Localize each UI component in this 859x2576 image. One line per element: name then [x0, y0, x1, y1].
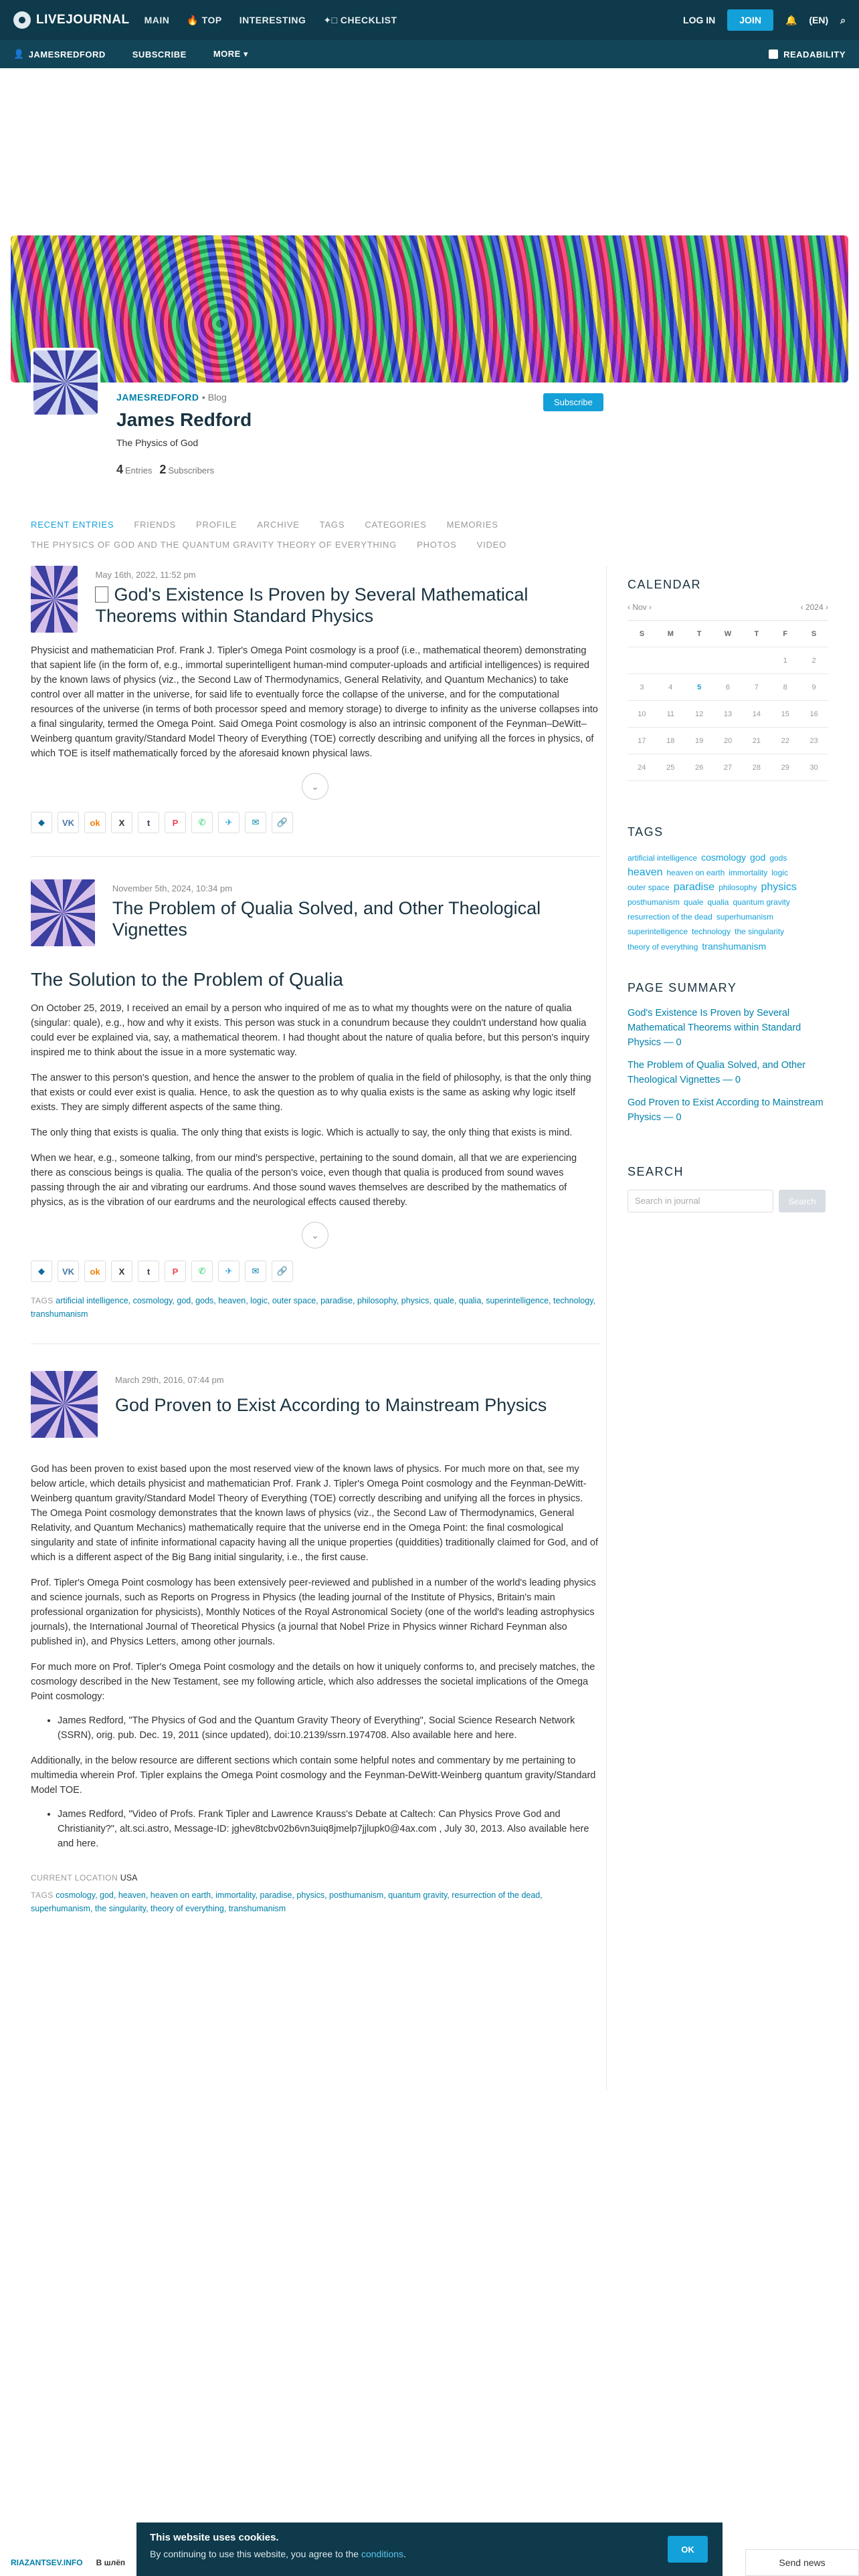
subscribe-link[interactable]: SUBSCRIBE — [132, 49, 187, 60]
calendar-day: 28 — [742, 754, 771, 781]
tag-cloud-link[interactable]: theory of everything — [628, 942, 698, 952]
calendar-day-header: T — [742, 621, 771, 647]
calendar-day: 9 — [799, 674, 828, 701]
cookie-banner — [136, 2523, 723, 2576]
journal-username: JAMESREDFORD — [28, 49, 106, 60]
entry-paragraph: God has been proven to exist based upon the most reserved view of the known laws of physics. For much more on that, see my below article, which details physicist and mathematician Prof. Frank J. Tipler's Omega Point cosmology and the Feynman-DeWitt-Weinberg quantum gravity/Standard Model Theory of Everything (TOE) correctly describing and unifying all the forces in physics. The Omega Point cosmology demonstrates that the known laws of physics (viz., the Second Law of Thermodynamics, General Relativity, and Quantum Mechanics) mathematically require that the universe end in the Omega Point: the final cosmological singularity and state of infinite informational capacity having all the unique properties (quiddities) traditionally claimed for God, and of which is a different aspect of the Big Bang initial singularity, i.e., the first cause. — [31, 1464, 598, 1563]
calendar-day[interactable]: 5 — [685, 674, 714, 701]
column-divider — [606, 566, 607, 2090]
tag-cloud-link[interactable]: the singularity — [735, 927, 785, 936]
calendar-day: 29 — [771, 754, 799, 781]
bottom-text[interactable]: В шлёп — [96, 2558, 126, 2567]
tab-friends[interactable]: FRIENDS — [134, 520, 177, 530]
chevron-down-icon: ⌄ — [311, 780, 319, 792]
share-buttons — [31, 1261, 599, 1282]
tab-memories[interactable]: MEMORIES — [446, 520, 498, 530]
calendar-day — [714, 647, 743, 674]
tag-cloud-link[interactable]: quantum gravity — [733, 897, 790, 907]
tag-cloud-link[interactable]: cosmology — [701, 852, 746, 863]
entry — [31, 1371, 599, 1915]
tag-cloud-link[interactable]: resurrection of the dead — [628, 912, 712, 922]
calendar-day: 22 — [771, 728, 799, 754]
share-pocket-icon[interactable]: P — [165, 812, 186, 833]
tag-cloud-link[interactable]: transhumanism — [702, 941, 767, 952]
calendar-day-header: T — [685, 621, 714, 647]
calendar-grid — [628, 620, 828, 781]
share-livejournal-icon[interactable]: ◆ — [31, 812, 52, 833]
calendar-day: 3 — [628, 674, 656, 701]
journal-user[interactable] — [13, 49, 106, 60]
reference-list — [58, 1713, 599, 1743]
livejournal-logo[interactable] — [13, 11, 130, 29]
journal-search — [628, 1190, 828, 1212]
login-link[interactable]: LOG IN — [683, 15, 716, 25]
cookie-ok-button[interactable]: OK — [668, 2536, 708, 2563]
summary-link[interactable]: The Problem of Qualia Solved, and Other Theological Vignettes — 0 — [628, 1060, 805, 1085]
tag-cloud-link[interactable]: philosophy — [719, 883, 757, 892]
calendar-day: 23 — [799, 728, 828, 754]
tag-cloud-link[interactable]: physics — [761, 881, 797, 893]
entry-title[interactable] — [95, 584, 599, 627]
tags-title: TAGS — [628, 825, 664, 839]
location-value: USA — [120, 1873, 138, 1883]
calendar-day: 2 — [799, 647, 828, 674]
journal-subtitle: The Physics of God — [116, 437, 199, 448]
cookie-text-before: By continuing to use this website, you agree to the — [150, 2549, 361, 2559]
expand-entry-button[interactable] — [302, 1222, 328, 1249]
calendar-day: 19 — [685, 728, 714, 754]
tags-label: TAGS — [31, 1891, 54, 1900]
share-tumblr-icon[interactable]: t — [138, 1261, 159, 1282]
tag-cloud-link[interactable]: quale — [684, 897, 704, 907]
page-summary-list — [628, 1006, 828, 1125]
entry-tags — [31, 1889, 599, 1915]
share-telegram-icon[interactable]: ✈ — [218, 812, 240, 833]
notifications-bell-icon[interactable]: 🔔 — [785, 14, 797, 25]
tag-cloud-link[interactable]: gods — [769, 853, 787, 863]
cookie-title: This website uses cookies. — [150, 2532, 279, 2543]
tag-cloud-link[interactable]: immortality — [729, 868, 768, 877]
calendar-day — [742, 647, 771, 674]
calendar-prev-month[interactable]: ‹ Nov › — [628, 603, 652, 612]
calendar-day: 13 — [714, 701, 743, 728]
share-vk-icon[interactable]: VK — [58, 812, 79, 833]
reference-item[interactable]: • James Redford, "The Physics of God and the Quantum Gravity Theory of Everything", Social Science Research Network (SSRN), orig. pub. Dec. 19, 2011 (since updated), doi:10.2139/ssrn.1974708. Also available here and here. — [58, 1713, 599, 1743]
tag-cloud-link[interactable]: superhumanism — [716, 912, 774, 922]
entries-column — [31, 566, 599, 1915]
language-selector[interactable]: (EN) — [809, 15, 829, 25]
entry-tag-links[interactable]: cosmology, god, heaven, heaven on earth, immortality, paradise, physics, posthumanism, quantum gravity, resurrection of the dead, superhumanism, the singularity, theory of everything, transhumanism — [31, 1891, 543, 1913]
share-telegram-icon[interactable]: ✈ — [218, 1261, 240, 1282]
search-input[interactable]: Search in journal — [628, 1190, 773, 1212]
calendar-day — [628, 647, 656, 674]
calendar-day: 7 — [742, 674, 771, 701]
calendar-day: 17 — [628, 728, 656, 754]
share-link-icon[interactable]: 🔗 — [272, 812, 293, 833]
calendar-day-header: S — [628, 621, 656, 647]
entry-paragraph: Prof. Tipler's Omega Point cosmology has been extensively peer-reviewed and published in a number of the world's leading physics and science journals, such as Reports on Progress in Physics (the leading journal of the Institute of Physics, Britain's main professional organization for physicists), Monthly Notices of the Royal Astronomical Society (one of the world's leading astrophysics journals), the International Journal of Theoretical Physics (a journal that Nobel Prize in Physics winner Richard Feynman also published in), and Physics Letters, among other journals. — [31, 1578, 596, 1647]
calendar-day: 18 — [656, 728, 685, 754]
share-ok-icon[interactable]: ok — [84, 812, 106, 833]
journal-banner-image — [11, 235, 848, 383]
summary-link[interactable]: God's Existence Is Proven by Several Mathematical Theorems within Standard Physics — 0 — [628, 1008, 801, 1048]
bottom-link[interactable]: RIAZANTSEV.INFO — [11, 2558, 83, 2567]
readability-checkbox[interactable] — [769, 49, 778, 59]
calendar-day: 26 — [685, 754, 714, 781]
tag-cloud-link[interactable]: outer space — [628, 883, 670, 892]
calendar-day: 12 — [685, 701, 714, 728]
join-button[interactable]: JOIN — [727, 9, 773, 31]
calendar-year: 2024 — [805, 603, 824, 612]
reference-item[interactable]: • James Redford, "Video of Profs. Frank Tipler and Lawrence Krauss's Debate at Caltech: Can Physics Prove God and Christianity?", alt.sci.astro, Message-ID: jghev8tcbv02b6vn3uiq8jmelp7jjlupk0@4ax.com , July 30, 2013. Also available here and here. — [58, 1807, 599, 1851]
profile-username[interactable]: JAMESREDFORD — [116, 392, 199, 403]
share-email-icon[interactable]: ✉ — [245, 1261, 266, 1282]
calendar-day: 1 — [771, 647, 799, 674]
top-navigation-bar — [0, 0, 859, 40]
tag-cloud-link[interactable]: artificial intelligence — [628, 853, 698, 863]
entry-date[interactable]: March 29th, 2016, 07:44 pm — [115, 1375, 224, 1385]
reference-list — [58, 1807, 599, 1851]
calendar-nav — [628, 603, 828, 612]
search-title: SEARCH — [628, 1165, 684, 1178]
blog-label: • Blog — [201, 392, 227, 403]
calendar-year-nav[interactable]: ‹ 2024 › — [800, 603, 828, 612]
tag-cloud-link[interactable]: posthumanism — [628, 897, 680, 907]
entry-avatar[interactable] — [31, 1371, 98, 1438]
entry-tags — [31, 1294, 599, 1321]
cookie-text — [150, 2549, 709, 2559]
tag-cloud-link[interactable]: god — [749, 852, 766, 863]
tag-cloud-link[interactable]: paradise — [673, 881, 715, 893]
calendar-day: 10 — [628, 701, 656, 728]
calendar-day: 11 — [656, 701, 685, 728]
tag-cloud-link[interactable]: logic — [771, 868, 788, 877]
share-whatsapp-icon[interactable]: ✆ — [191, 1261, 213, 1282]
share-ok-icon[interactable]: ok — [84, 1261, 106, 1282]
entry-tag-links[interactable]: artificial intelligence, cosmology, god, gods, heaven, logic, outer space, paradise, philosophy, physics, quale, qualia, superintelligence, technology, transhumanism — [31, 1296, 595, 1319]
profile-header — [116, 392, 252, 477]
pinned-icon — [95, 586, 108, 603]
share-buttons — [31, 812, 599, 833]
expand-entry-button[interactable] — [302, 773, 328, 800]
entry-avatar[interactable] — [31, 566, 78, 633]
more-menu[interactable]: MORE ▾ — [213, 49, 248, 59]
sidebar — [628, 578, 828, 1212]
entry-title-text[interactable]: God's Existence Is Proven by Several Mathematical Theorems within Standard Physics — [95, 584, 529, 626]
tab-photos[interactable]: PHOTOS — [417, 540, 457, 550]
entry-paragraph: The answer to this person's question, and hence the answer to the problem of qualia in the field of philosophy, is that the only thing that exists or could ever exist is qualia. Hence, to ask the question as to why qualia exists is the same as asking why logic itself exists. They are simply different aspects of the same thing. — [31, 1073, 591, 1113]
calendar-day-header: S — [799, 621, 828, 647]
tag-cloud — [628, 850, 828, 954]
tab-categories[interactable]: CATEGORIES — [365, 520, 427, 530]
entry-avatar[interactable] — [31, 879, 95, 946]
logo-text: LIVEJOURNAL — [36, 13, 130, 27]
share-email-icon[interactable]: ✉ — [245, 812, 266, 833]
location-label: CURRENT LOCATION — [31, 1873, 118, 1883]
readability-toggle[interactable] — [769, 49, 846, 60]
search-button[interactable]: Search — [779, 1190, 826, 1212]
user-icon: 👤 — [13, 49, 25, 59]
share-tumblr-icon[interactable]: t — [138, 812, 159, 833]
entry-title[interactable]: The Problem of Qualia Solved, and Other Theological Vignettes — [112, 898, 541, 940]
cookie-conditions-link[interactable]: conditions — [361, 2549, 404, 2559]
calendar-month: Nov — [632, 603, 647, 612]
entry-paragraph: For much more on Prof. Tipler's Omega Point cosmology and the details on how it uniquely conforms to, and precisely matches, the cosmology described in the New Testament, see my following article, which also addresses the societal implications of the Omega Point cosmology: — [31, 1662, 595, 1702]
entry-location — [31, 1871, 599, 1885]
calendar-day — [685, 647, 714, 674]
calendar-day-header: W — [714, 621, 743, 647]
top-right-actions — [683, 0, 846, 40]
calendar-day: 4 — [656, 674, 685, 701]
tab-video[interactable]: VIDEO — [476, 540, 507, 550]
bottom-left-bar — [0, 2549, 134, 2576]
tab-profile[interactable]: PROFILE — [196, 520, 237, 530]
journal-subbar — [0, 40, 859, 68]
calendar-day: 21 — [742, 728, 771, 754]
calendar-day — [656, 647, 685, 674]
share-vk-icon[interactable]: VK — [58, 1261, 79, 1282]
entry-heading: The Solution to the Problem of Qualia — [31, 969, 343, 990]
entry — [31, 566, 599, 857]
entries-label: Entries — [125, 465, 153, 475]
entry-divider — [31, 856, 599, 857]
share-x-icon[interactable]: X — [111, 812, 132, 833]
entry-date[interactable]: November 5th, 2024, 10:34 pm — [112, 883, 233, 893]
tags-label: TAGS — [31, 1296, 54, 1305]
entry-paragraph: When we hear, e.g., someone talking, from our mind's perspective, pertaining to the sound domain, all that we are experiencing there as conscious beings is qualia. The qualia of the person's voice, even though that qualia is produced from sound waves passing through the air and vibrating our eardrums. And those sound waves themselves are described by the mathematics of physics, as is the vibration of our eardrums and the neurological effects caused thereby. — [31, 1153, 577, 1208]
calendar-day: 25 — [656, 754, 685, 781]
share-livejournal-icon[interactable]: ◆ — [31, 1261, 52, 1282]
calendar-day-header: M — [656, 621, 685, 647]
calendar-day: 30 — [799, 754, 828, 781]
tag-cloud-link[interactable]: qualia — [707, 897, 729, 907]
readability-label: READABILITY — [783, 49, 846, 60]
entry — [31, 879, 599, 1344]
subscribers-label[interactable]: Subscribers — [168, 465, 214, 475]
calendar-day-header: F — [771, 621, 799, 647]
calendar-title: CALENDAR — [628, 578, 702, 591]
nav-top[interactable]: 🔥 TOP — [187, 14, 222, 25]
entries-count: 4 — [116, 463, 124, 476]
tab-recent-entries[interactable]: RECENT ENTRIES — [31, 520, 114, 530]
cookie-text-after: . — [403, 2549, 406, 2559]
profile-subscribe-button[interactable]: Subscribe — [543, 393, 603, 411]
calendar-day: 24 — [628, 754, 656, 781]
journal-owner-name: James Redford — [116, 409, 252, 430]
tag-cloud-link[interactable]: heaven — [628, 867, 663, 878]
send-news-button[interactable]: Send news — [745, 2549, 859, 2576]
tag-cloud-link[interactable]: technology — [692, 927, 731, 936]
share-link-icon[interactable]: 🔗 — [272, 1261, 293, 1282]
tab-physics-of-god[interactable]: THE PHYSICS OF GOD AND THE QUANTUM GRAVITY THEORY OF EVERYTHING — [31, 540, 397, 550]
share-whatsapp-icon[interactable]: ✆ — [191, 812, 213, 833]
journal-avatar[interactable] — [31, 348, 100, 417]
journal-stats — [116, 463, 252, 477]
chevron-down-icon: ⌄ — [311, 1229, 319, 1241]
entry-paragraph: Additionally, in the below resource are different sections which contain some helpful notes and commentary by me pertaining to multimedia wherein Prof. Tipler explains the Omega Point cosmology and the Feynman-DeWitt-Weinberg quantum gravity/Standard Model TOE. — [31, 1755, 596, 1796]
summary-link[interactable]: God Proven to Exist According to Mainstream Physics — 0 — [628, 1097, 824, 1123]
calendar-day: 14 — [742, 701, 771, 728]
share-x-icon[interactable]: X — [111, 1261, 132, 1282]
nav-checklist[interactable]: ✦□ CHECKLIST — [323, 14, 397, 25]
subscribers-count: 2 — [159, 463, 167, 476]
calendar-day: 20 — [714, 728, 743, 754]
nav-main[interactable]: MAIN — [144, 14, 170, 25]
eye-icon — [13, 11, 31, 29]
calendar-day: 27 — [714, 754, 743, 781]
tag-cloud-link[interactable]: heaven on earth — [666, 868, 725, 877]
entry-paragraph: The only thing that exists is qualia. The only thing that exists is logic. Which is actually to say, the only thing that exists is mind. — [31, 1128, 573, 1138]
share-pocket-icon[interactable]: P — [165, 1261, 186, 1282]
search-icon[interactable]: ⌕ — [840, 14, 846, 25]
entry-date[interactable]: May 16th, 2022, 11:52 pm — [95, 570, 196, 580]
calendar-day: 16 — [799, 701, 828, 728]
tag-cloud-link[interactable]: superintelligence — [628, 927, 688, 936]
tab-tags[interactable]: TAGS — [319, 520, 345, 530]
calendar-day: 6 — [714, 674, 743, 701]
nav-interesting[interactable]: INTERESTING — [239, 14, 306, 25]
entry-title[interactable]: God Proven to Exist According to Mainstream Physics — [115, 1395, 547, 1415]
calendar-day: 8 — [771, 674, 799, 701]
tab-archive[interactable]: ARCHIVE — [257, 520, 300, 530]
journal-tabs — [31, 515, 633, 555]
entry-paragraph: On October 25, 2019, I received an email by a person who inquired of me as to what my thoughts were on the nature of qualia (singular: quale), e.g., how and why it exists. This person was stuck in a conundrum because they couldn't understand how qualia could ever be explained via, say, a mathematical theorem. I had thought about the nature of qualia before, but this person's inquiry inspired me to think about the issue in a more systematic way. — [31, 1003, 590, 1058]
main-nav — [145, 15, 397, 26]
entry-body: Physicist and mathematician Prof. Frank J. Tipler's Omega Point cosmology is a proof (i.e., mathematical theorem) demonstrating that sapient life (in the form of, e.g., immortal superintelligent human-mind computer-uploads and artificial intelligences) is required by the known laws of physics (viz., the Second Law of Thermodynamics, General Relativity, and Quantum Mechanics) to take control over all matter in the universe, for said life to eventually force the collapse of the universe, and for the computational resources of the universe (in terms of both processor speed and memory storage) to diverge to infinity as the universe collapses into a final singularity, termed the Omega Point. Said Omega Point cosmology is also an intrinsic component of the Feynman–DeWitt–Weinberg quantum gravity/Standard Model Theory of Everything (TOE) correctly describing and unifying all the forces in physics, of which TOE is itself mathematically forced by the aforesaid known physical laws. — [31, 645, 598, 759]
page-summary-title: PAGE SUMMARY — [628, 981, 737, 994]
calendar-day: 15 — [771, 701, 799, 728]
